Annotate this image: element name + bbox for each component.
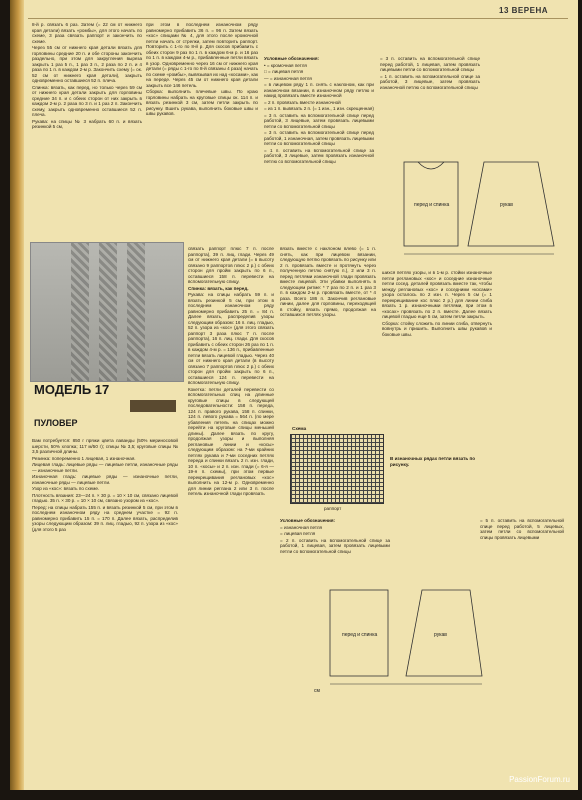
neckline-curve: [418, 162, 444, 169]
col4-top: [380, 56, 480, 91]
col3-bottom-p1: вязать вместе с наклоном влево (= 1 п. снять, как при лицевом вязании, следующую петлю провязать по рисунку или 2 п. провязать вместе и протянуть через полученную петлю снятую п.), 2 или 3 п. перед петлями изнаночной глади провязать вместе лицевой. Эти убавки выполнять в следующем ритме: * 7 раз по 2 п. и 1 раз 3 п. в каждом 2-м р. провязать вместе, от * 4 раза. Всего 186 п. Закончив реглановые линии, далее для горловины, переходящей в стойку, вязать прямо, продолжая на оставшихся петлях узоры.: [280, 246, 376, 317]
col1-bottom: [32, 438, 178, 533]
col2-top-p2: Сборка: выполнить плечевые швы. По краю горловины набрать на круговые спицы ок. 114 п. и вязать резинкой 3 см, затем петли закрыть по рисунку. Вшить рукава, выполнить боковые швы и швы рукавов.: [146, 89, 258, 116]
sleeve-label: рукав: [500, 202, 513, 208]
legend-title: Условные обозначения:: [264, 56, 320, 61]
col1-bottom-p6: Плотность вязания: 23—24 п. × 30 р. = 10 × 10 см, связано лицевой гладью. 35 п. × 30 р. = 10 × 10 см, связано узором из «кос».: [32, 492, 178, 503]
page-spine: [10, 0, 24, 790]
col4-top-p1: = 3 п. оставить на вспомогательной спице перед работой, 1 лицевая, затем провязать лицевыми петли со вспомогательной спицы: [380, 56, 480, 72]
col1-top-p3: Спинка: вязать, как перед, но только через 59 см от нижнего края детали закрыть для горловины средние 34 п. и с обеих сторон от них закрыть в каждом 2-м р. 2 раза по 3 п. и 1 раз 2 п. Закончить схему, закрыть одновременно оставшиеся 52 п. плеча.: [32, 84, 142, 117]
schematic-top: [388, 150, 564, 270]
rapport-label: раппорт: [324, 506, 342, 511]
col2-bottom-p3: Рукава: на спицы набрать 59 п. и вязать резинкой 5 см, при этом в последнем изнаночном ряду равномерно прибавить 25 п. = 84 п. Далее вязать, распределив узоры следующим образом: 16 п. лиц. гладью, 52 п. узора из «кос» (для этого связать раппорт 3 раза плюс 7 п. после раппорта), 16 п. лиц. глади. Для скосов прибавить с обеих сторон 26 раз по 1 п. в каждом 4-м р. = 136 п., прибавленные петли вязать лицевой гладью. Через 40 см от нижнего края детали (в высоту связано 7 раппортов плюс 2 р.) с обеих сторон для пройм закрыть по 6 п., оставшиеся 124 п. перевести на вспомогательную спицу.: [188, 292, 274, 385]
legend-item-3: — = изнаночная петля: [264, 75, 312, 81]
col4-bottom: [382, 270, 492, 338]
legend-item-4: = в лицевом ряду 1 п. снять с наклоном, как при изнаночном вязании, в изнаночном ряду петлю и накид провязать вместе изнаночной: [264, 82, 374, 98]
col2-bottom-p2: Спинка: вязать, как перед.: [188, 285, 249, 291]
legend2-right-item: = 5 п. оставить на вспомогательной спице перед работой, 5 лицевых, затем петли со вспомогательной спицы провязать лицевыми: [480, 518, 564, 540]
page-header: 13 ВЕРЕНА: [499, 6, 548, 15]
legend-item-8: = 3 п. оставить на вспомогательной спице перед работой, 1 изнаночная, затем провязать лицевыми петли со вспомогательной спицы: [264, 130, 374, 146]
sweater-photo: [30, 242, 184, 382]
col1-bottom-p4: Изнаночная гладь: лицевые ряды — изнаночные петли, изнаночные ряды — лицевые петли.: [32, 474, 178, 485]
purl-row-note: В изнаночных рядах петли вязать по рисунку.: [390, 456, 476, 467]
cable-stripe: [127, 243, 145, 381]
watermark: PassionForum.ru: [509, 775, 570, 784]
sleeve-label-2: рукав: [434, 632, 447, 638]
col1-bottom-p3: Лицевая гладь: лицевые ряды — лицевые петли, изнаночные ряды — изнаночные петли.: [32, 462, 178, 473]
legend2-item-3: = 2 п. оставить на вспомогательной спице за работой, 1 лицевая, затем провязать лицевыми петли со вспомогательной спицы: [280, 537, 390, 554]
legend2-item-1: = изнаночная петля: [280, 524, 323, 530]
legend2-item-2: = лицевая петля: [280, 531, 316, 536]
col2-bottom-p1: связать раппорт плюс 7 п. после раппорта), 39 п. лиц. глади. Через 49 см от нижнего края детали (= в высоту связано 9 раппортов плюс 2 р.) с обеих сторон для пройм закрыть по 6 п., оставшиеся 158 п. перевести на вспомогательную спицу.: [188, 246, 274, 284]
col2-top: [146, 22, 258, 118]
legend-item-5: = 2 п. провязать вместе изнаночной: [264, 99, 341, 105]
legend2: [280, 518, 390, 555]
header-rule: [28, 18, 568, 19]
col1-bottom-p1: Вам потребуется: 850 г пряжи цвета лаванды (50% мериносовой шерсти, 50% хлопка; 117 м/50 г); спицы № 3,5; круговые спицы № 3,5 различной длины.: [32, 438, 178, 454]
col1-bottom-p5: Узор из «кос»: вязать по схеме.: [32, 486, 100, 491]
col1-top-p1: 8-й р. связать 6 раз. Затем (= 22 см от нижнего края детали) вязать «ромбы», для этого начать по схеме, 3 раза связать раппорт и закончить по схеме.: [32, 22, 142, 44]
cm-label: см: [314, 688, 320, 694]
schematic-bottom: [310, 580, 490, 700]
schema-label: Схема: [292, 426, 307, 431]
col1-top-p2: Через 55 см от нижнего края детали вязать для горловины средние 20 п. и обе стороны закончить раздельно, при этом для закругления выреза закрыть 1 раз 5 п., 1 раз 3 п., 2 раза по 2 п. и 4 раза по 1 п. в каждом 2-м р. Закончить схему (= ок. 52 см от нижнего края детали), закрыть одновременно оставшиеся 52 п. плеча.: [32, 45, 142, 83]
col1-bottom-p7: Перед: на спицы набрать 155 п. и вязать резинкой 5 см, при этом в последнем изнаночном ряду на среднем участке = 92 п. равномерно прибавить 15 п. = 170 п. Далее вязать, распределив узоры следующим образом: 39 п. лиц. гладью, 92 п. узора из «кос» (для этого 5 раз: [32, 504, 178, 532]
col2-bottom: [188, 246, 274, 498]
model-subtitle: ПУЛОВЕР: [34, 418, 78, 428]
col3-top: [264, 56, 374, 165]
col4-bottom-p2: Сборка: стойку сложить по линии сгиба, отвернуть вовнутрь и пришить. Выполнить швы рукавов и боковые швы.: [382, 320, 492, 337]
legend-item-6: = из 1 п. вывязать 2 п. (= 1 изн., 1 изн. скрещенная): [264, 106, 374, 111]
legend-item-9: = 1 п. оставить на вспомогательной спице за работой, 3 лицевые, затем провязать изнаночной петлю со вспомогательной спицы: [264, 147, 374, 164]
legend-item-2: □ = лицевая петля: [264, 69, 304, 74]
model-title: МОДЕЛЬ 17: [34, 382, 110, 397]
knitting-chart: [290, 434, 384, 504]
col2-top-p1: при этом в последнем изнаночном ряду равномерно прибавить 36 п. = 96 п. Затем вязать «кос» спицами № 4, для этого после кромочной петли начать от стрелки, затем повторить раппорт. Повторить с 1-го по 8-й р. Для скосов прибавить с обеих сторон 9 раз по 1 п. в каждом 6-м р. и 16 раз по 1 п. в каждом 4-м р., прибавленные петли вязать в узор. Одновременно через 16 см от нижнего края детали (= ряды с 1-го по 8-й связаны 4 раза) начать по схеме «ромбы», вывязывая их над «косами», как на переде. Через 45 см от нижнего края детали закрыть все 146 петель.: [146, 22, 258, 88]
col1-top: [32, 22, 142, 131]
col4-bottom-p1: шихся петлях узоры, и в 1-м р. стойки изнаночные петли реглановых «кос» и соседние изнаночные петли сосед. деталей провязать вместе так, чтобы между реглановых «кос» и соседними «косами» узора осталось по 2 изн. п. Через 5 см (= 1 перекрещивание кос плюс 2 р.) для линии сгиба вязать 1 р. изнаночными петлями, при этом в «косах» провязать по 2 п. вместе. Далее вязать лицевой гладью еще 5 см, затем петли закрыть.: [382, 270, 492, 319]
legend2-right: [480, 518, 564, 541]
cable-stripe: [99, 243, 117, 381]
col2-bottom-p4: Кокетка: петли деталей перевести со вспомогательных спиц на длинные круговые спицы в следующей последовательности: 158 п. переда, 124 п. правого рукава, 158 п. спинки, 124 п. левого рукава = 564 п. (по мере убавления петель на спицах можно перейти на круговые спицы меньшей длины). Далее вязать по кругу, продолжая узоры и выполняя реглановые линии и «косы» следующим образом: на 7-ми крайних петлях рукава и 7-ми соседних петлях переда и спинки вязать 2 п. изн. глади, 10 п. «косы» и 2 п. изн. глади (= 6-я — 19-я п. схемы), при этом первые перекрещивания реглановых «кос» выполнить на 12-м р. Одновременно для линии реглана 2 или 3 п. после петель изнаночной глади провязать: [188, 386, 274, 496]
col4-top-p2: = 1 п. оставить на вспомогательной спице за работой, 3 лицевые, затем провязать изнаночной петлю со вспомогательной спицы: [380, 73, 480, 90]
front-back-label-2: перед и спинка: [342, 632, 378, 638]
col3-bottom: [280, 246, 376, 319]
legend-item-7: = 3 п. оставить на вспомогательной спице перед работой, 3 лицевые, затем провязать лицевыми петли со вспомогательной спицы: [264, 112, 374, 129]
col1-top-p4: Рукава: на спицы № 3 набрать 60 п. и вязать резинкой 5 см,: [32, 118, 142, 129]
col1-bottom-p2: Резинка: попеременно 1 лицевая, 1 изнаночная.: [32, 455, 136, 461]
magazine-page: [10, 0, 578, 790]
legend-item-1: • = кромочная петля: [264, 62, 307, 68]
heading-bar: [130, 400, 176, 412]
legend2-title: Условные обозначения:: [280, 518, 336, 523]
cable-stripe: [71, 243, 89, 381]
front-back-label: перед и спинка: [414, 202, 450, 208]
